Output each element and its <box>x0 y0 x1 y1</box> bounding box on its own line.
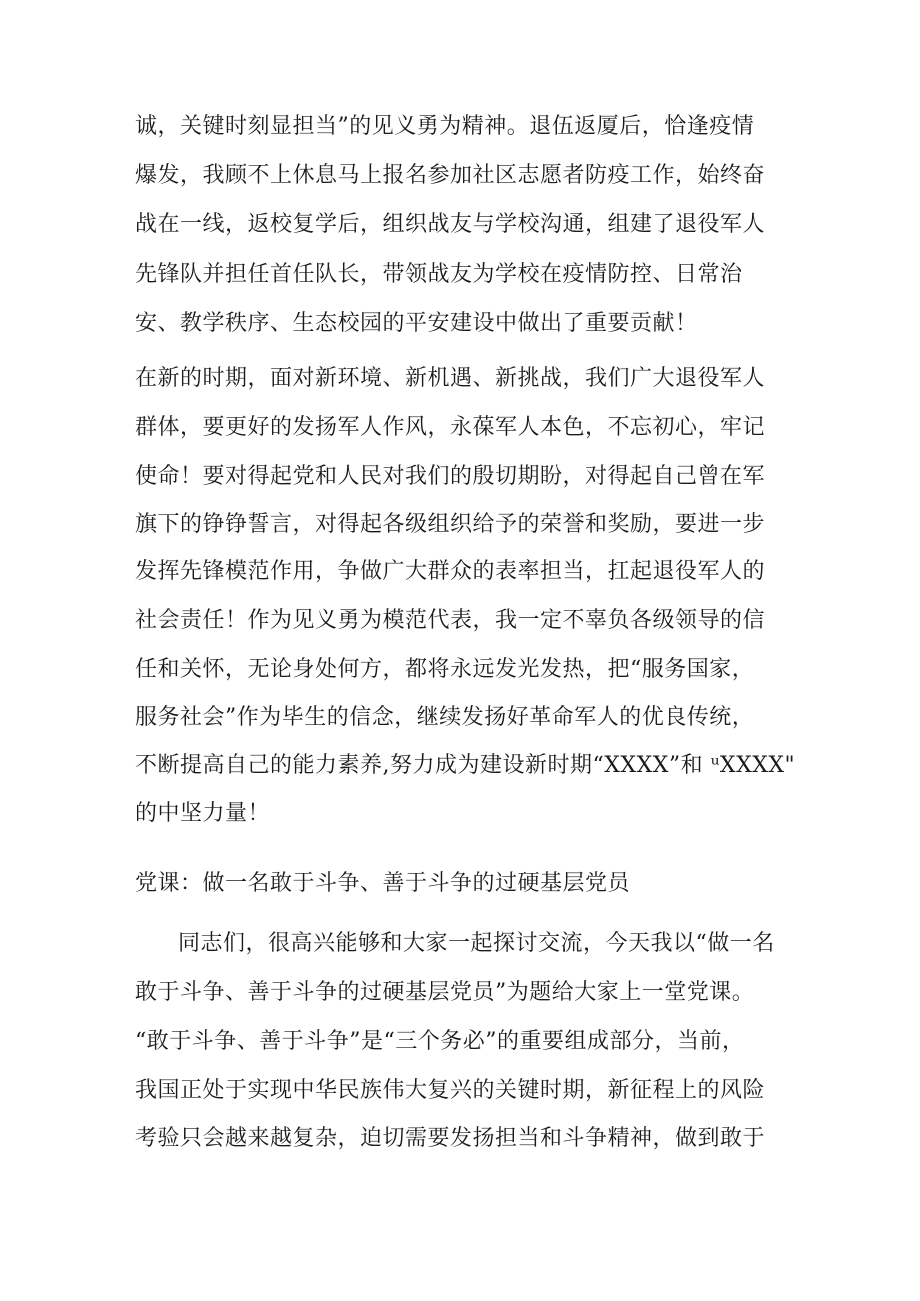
text-line: 旗下的铮铮誓言，对得起各级组织给予的荣誉和奖励，要进一步 <box>135 512 766 537</box>
text-line: 先锋队并担任首任队长，带领战友为学校在疫情防控、日常治 <box>135 262 743 287</box>
text-line: 社会责任！作为见义勇为模范代表，我一定不辜负各级领导的信 <box>135 608 766 633</box>
text-line: 诚，关键时刻显担当”的见义勇为精神。退伍返厦后，恰逢疫情 <box>135 114 755 139</box>
text-line: 使命！要对得起党和人民对我们的殷切期盼，对得起自己曾在军 <box>135 464 766 489</box>
section-heading: 党课：做一名敢于斗争、善于斗争的过硬基层党员 <box>135 871 631 896</box>
text-line: 安、教学秩序、生态校园的平安建设中做出了重要贡献！ <box>135 311 698 336</box>
text-line: 服务社会”作为毕生的信念，继续发扬好革命军人的优良传统， <box>135 705 755 730</box>
text-line: “敢于斗争、善于斗争”是“三个务必”的重要组成部分，当前， <box>135 1029 745 1054</box>
text-line: 敢于斗争、善于斗争的过硬基层党员”为题给大家上一堂党课。 <box>135 980 755 1005</box>
text-line: 同志们，很高兴能够和大家一起探讨交流，今天我以“做一名 <box>178 931 775 956</box>
text-line: 考验只会越来越复杂，迫切需要发扬担当和斗争精神，做到敢于 <box>135 1126 766 1151</box>
text-line: 的中坚力量！ <box>135 801 271 826</box>
text-line: 任和关怀，无论身处何方，都将永远发光发热，把“服务国家， <box>135 657 755 682</box>
text-line: 战在一线，返校复学后，组织战友与学校沟通，组建了退役军人 <box>135 212 766 237</box>
text-line: 发挥先锋模范作用，争做广大群众的表率担当，扛起退役军人的 <box>135 559 766 584</box>
text-line: 群体，要更好的发扬军人作风，永葆军人本色，不忘初心，牢记 <box>135 415 766 440</box>
text-line: 不断提高自己的能力素养,努力成为建设新时期“XXXX”和 ᵘXXXX" <box>135 753 796 778</box>
text-line: 在新的时期，面对新环境、新机遇、新挑战，我们广大退役军人 <box>135 366 766 391</box>
text-line: 我国正处于实现中华民族伟大复兴的关键时期，新征程上的风险 <box>135 1078 766 1103</box>
text-line: 爆发，我顾不上休息马上报名参加社区志愿者防疫工作，始终奋 <box>135 163 766 188</box>
